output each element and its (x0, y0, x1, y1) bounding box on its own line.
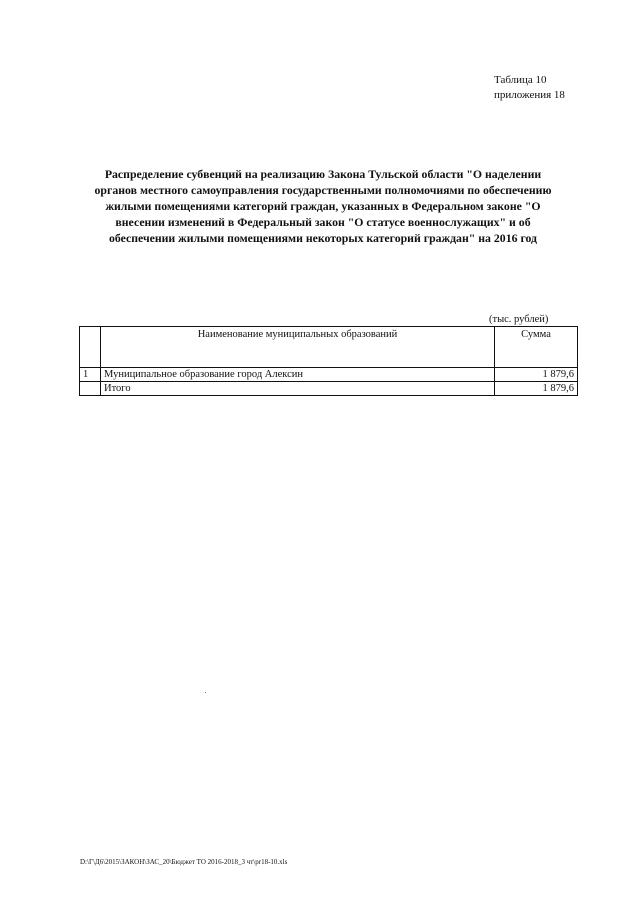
row-number: 1 (80, 368, 101, 382)
appendix-label: приложения 18 (494, 89, 565, 101)
header-number (80, 327, 101, 368)
table-row (80, 368, 578, 382)
title-line: жилыми помещениями категорий граждан, указанных в Федеральном законе "О (105, 199, 541, 213)
header-name: Наименование муниципальных образований (101, 327, 495, 368)
document-title (60, 166, 586, 246)
file-path-footer: D:\Г\Д6\2015\ЗАКОН\ЗАС_20\Бюджет ТО 2016-2018_3 чт\pr18-10.xls (80, 858, 288, 866)
table-total-row (80, 382, 578, 396)
title-line: внесении изменений в Федеральный закон "О статусе военнослужащих" и об (115, 215, 531, 229)
subsidy-table (79, 326, 578, 396)
row-sum: 1 879,6 (495, 368, 578, 382)
units-label: (тыс. рублей) (489, 314, 549, 325)
title-line: органов местного самоуправления государственными полномочиями по обеспечению (94, 183, 552, 197)
row-name: Муниципальное образование город Алексин (101, 368, 495, 382)
row-name: Итого (101, 382, 495, 396)
document-header (494, 73, 565, 103)
row-number (80, 382, 101, 396)
title-line: обеспечении жилыми помещениями некоторых категорий граждан" на 2016 год (108, 231, 538, 245)
header-sum: Сумма (495, 327, 578, 368)
scan-speck (205, 692, 206, 693)
title-line: Распределение субвенций на реализацию Закона Тульской области "О наделении (104, 167, 542, 181)
row-sum: 1 879,6 (495, 382, 578, 396)
table-number-label: Таблица 10 (494, 74, 547, 86)
table-header-row (80, 327, 578, 368)
